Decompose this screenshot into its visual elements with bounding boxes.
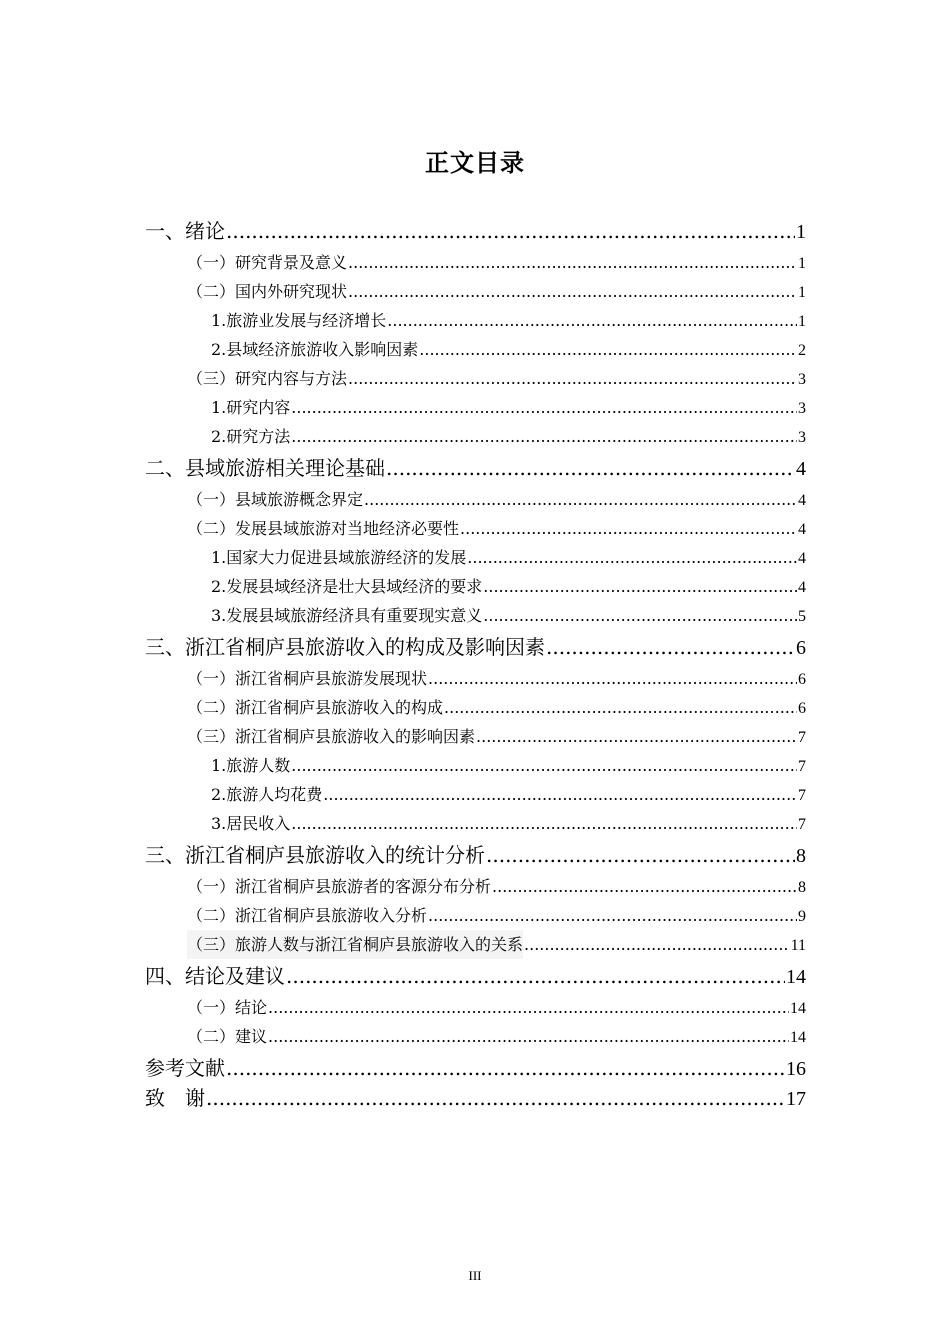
toc-entry-level-2[interactable] [145, 485, 806, 514]
toc-entry-level-1[interactable] [145, 1053, 806, 1083]
dot-leader [460, 514, 797, 543]
dot-leader [476, 722, 797, 751]
dot-leader [226, 216, 795, 246]
toc-entry-level-2[interactable] [145, 664, 806, 693]
dot-leader [546, 632, 795, 662]
dot-leader [348, 364, 797, 393]
toc-entry-level-3[interactable] [145, 393, 806, 422]
toc-entry-title: （二）浙江省桐庐县旅游收入分析 [187, 906, 428, 925]
toc-entry-page-number: 3 [798, 429, 806, 446]
toc-entry-level-1[interactable] [145, 961, 806, 991]
toc-entry-page-number: 14 [790, 1000, 806, 1017]
toc-entry-title: 2.旅游人均花费 [211, 785, 323, 804]
toc-entry-title: 2.研究方法 [211, 427, 291, 446]
dot-leader [444, 693, 797, 722]
dot-leader [524, 930, 790, 959]
dot-leader [486, 840, 795, 870]
toc-entry-title: 1.研究内容 [211, 398, 291, 417]
toc-entry-title: 3.居民收入 [211, 814, 291, 833]
toc-entry-page-number: 4 [798, 579, 806, 596]
dot-leader [226, 1053, 785, 1083]
toc-entry-page-number: 3 [798, 400, 806, 417]
toc-entry-level-3[interactable] [145, 809, 806, 838]
page-title: 正文目录 [425, 149, 525, 177]
toc-entry-title: 一、绪论 [145, 219, 225, 243]
dot-leader [348, 248, 797, 277]
dot-leader [419, 335, 797, 364]
toc-entry-page-number: 2 [798, 342, 806, 359]
toc-entry-title: （二）浙江省桐庐县旅游收入的构成 [187, 698, 444, 717]
toc-entry-page-number: 3 [798, 371, 806, 388]
toc-entry-page-number: 1 [798, 313, 806, 330]
table-of-contents [145, 216, 806, 1113]
toc-entry-title: （一）研究背景及意义 [187, 253, 348, 272]
toc-entry-title: 2.县域经济旅游收入影响因素 [211, 340, 419, 359]
dot-leader [387, 306, 797, 335]
toc-entry-title: （三）旅游人数与浙江省桐庐县旅游收入的关系 [187, 930, 523, 959]
footer-page-number: III [468, 1268, 482, 1283]
toc-entry-page-number: 17 [786, 1088, 806, 1110]
toc-entry-title: （一）浙江省桐庐县旅游者的客源分布分析 [187, 877, 492, 896]
toc-entry-title: 1.旅游业发展与经济增长 [211, 311, 387, 330]
toc-entry-title: 1.国家大力促进县域旅游经济的发展 [211, 548, 467, 567]
toc-entry-level-3[interactable] [145, 780, 806, 809]
toc-entry-title: （三）浙江省桐庐县旅游收入的影响因素 [187, 727, 476, 746]
toc-entry-level-2[interactable] [145, 993, 806, 1022]
toc-entry-level-3[interactable] [145, 572, 806, 601]
toc-entry-page-number: 5 [798, 608, 806, 625]
dot-leader [483, 572, 797, 601]
dot-leader [291, 422, 797, 451]
toc-entry-level-3[interactable] [145, 543, 806, 572]
dot-leader [286, 961, 785, 991]
toc-entry-title: （一）县域旅游概念界定 [187, 490, 364, 509]
toc-entry-title: 3.发展县域旅游经济具有重要现实意义 [211, 606, 483, 625]
toc-entry-level-1[interactable] [145, 632, 806, 662]
toc-entry-title: 二、县域旅游相关理论基础 [145, 456, 385, 480]
toc-entry-title: 三、浙江省桐庐县旅游收入的构成及影响因素 [145, 635, 545, 659]
toc-entry-level-2[interactable] [145, 722, 806, 751]
toc-entry-page-number: 7 [798, 816, 806, 833]
dot-leader [206, 1083, 785, 1113]
dot-leader [364, 485, 797, 514]
toc-entry-page-number: 8 [796, 845, 806, 867]
dot-leader [467, 543, 797, 572]
toc-entry-level-3[interactable] [145, 422, 806, 451]
toc-entry-page-number: 1 [798, 255, 806, 272]
dot-leader [428, 664, 797, 693]
dot-leader [291, 809, 797, 838]
toc-entry-title: （二）国内外研究现状 [187, 282, 348, 301]
toc-entry-page-number: 7 [798, 787, 806, 804]
toc-entry-level-1[interactable] [145, 453, 806, 483]
toc-entry-level-2[interactable] [145, 930, 806, 959]
toc-entry-title: （三）研究内容与方法 [187, 369, 348, 388]
dot-leader [348, 277, 797, 306]
toc-entry-page-number: 9 [798, 908, 806, 925]
toc-entry-level-2[interactable] [145, 872, 806, 901]
toc-entry-level-2[interactable] [145, 901, 806, 930]
toc-entry-level-2[interactable] [145, 693, 806, 722]
dot-leader [323, 780, 797, 809]
toc-entry-level-3[interactable] [145, 751, 806, 780]
toc-entry-title: 参考文献 [145, 1056, 225, 1080]
dot-leader [483, 601, 797, 630]
dot-leader [291, 751, 797, 780]
toc-entry-page-number: 4 [798, 521, 806, 538]
toc-entry-page-number: 4 [796, 458, 806, 480]
toc-entry-level-1[interactable] [145, 1083, 806, 1113]
toc-entry-level-2[interactable] [145, 248, 806, 277]
toc-entry-title: 四、结论及建议 [145, 964, 285, 988]
toc-entry-page-number: 1 [796, 221, 806, 243]
toc-entry-page-number: 11 [790, 937, 806, 954]
toc-entry-level-1[interactable] [145, 840, 806, 870]
toc-entry-page-number: 14 [790, 1029, 806, 1046]
toc-entry-page-number: 6 [798, 700, 806, 717]
toc-entry-title: （一）结论 [187, 998, 268, 1017]
dot-leader [268, 993, 789, 1022]
toc-entry-level-3[interactable] [145, 601, 806, 630]
toc-entry-title: 三、浙江省桐庐县旅游收入的统计分析 [145, 843, 485, 867]
toc-entry-level-3[interactable] [145, 306, 806, 335]
toc-entry-page-number: 7 [798, 758, 806, 775]
dot-leader [291, 393, 797, 422]
toc-entry-page-number: 1 [798, 284, 806, 301]
toc-entry-page-number: 4 [798, 550, 806, 567]
toc-entry-title: 致 谢 [145, 1086, 205, 1110]
toc-entry-title: （二）发展县域旅游对当地经济必要性 [187, 519, 460, 538]
toc-entry-page-number: 14 [786, 966, 806, 988]
toc-entry-level-3[interactable] [145, 335, 806, 364]
toc-entry-page-number: 8 [798, 879, 806, 896]
toc-entry-title: 1.旅游人数 [211, 756, 291, 775]
toc-entry-title: 2.发展县域经济是壮大县域经济的要求 [211, 577, 483, 596]
toc-entry-level-2[interactable] [145, 1022, 806, 1051]
toc-entry-level-2[interactable] [145, 277, 806, 306]
dot-leader [492, 872, 797, 901]
toc-entry-level-1[interactable] [145, 216, 806, 246]
toc-entry-page-number: 16 [786, 1058, 806, 1080]
toc-entry-title: （二）建议 [187, 1027, 268, 1046]
toc-entry-page-number: 4 [798, 492, 806, 509]
toc-entry-level-2[interactable] [145, 364, 806, 393]
toc-entry-title: （一）浙江省桐庐县旅游发展现状 [187, 669, 428, 688]
toc-entry-page-number: 7 [798, 729, 806, 746]
dot-leader [428, 901, 797, 930]
dot-leader [386, 453, 795, 483]
toc-entry-page-number: 6 [796, 637, 806, 659]
dot-leader [268, 1022, 789, 1051]
toc-entry-level-2[interactable] [145, 514, 806, 543]
toc-entry-page-number: 6 [798, 671, 806, 688]
